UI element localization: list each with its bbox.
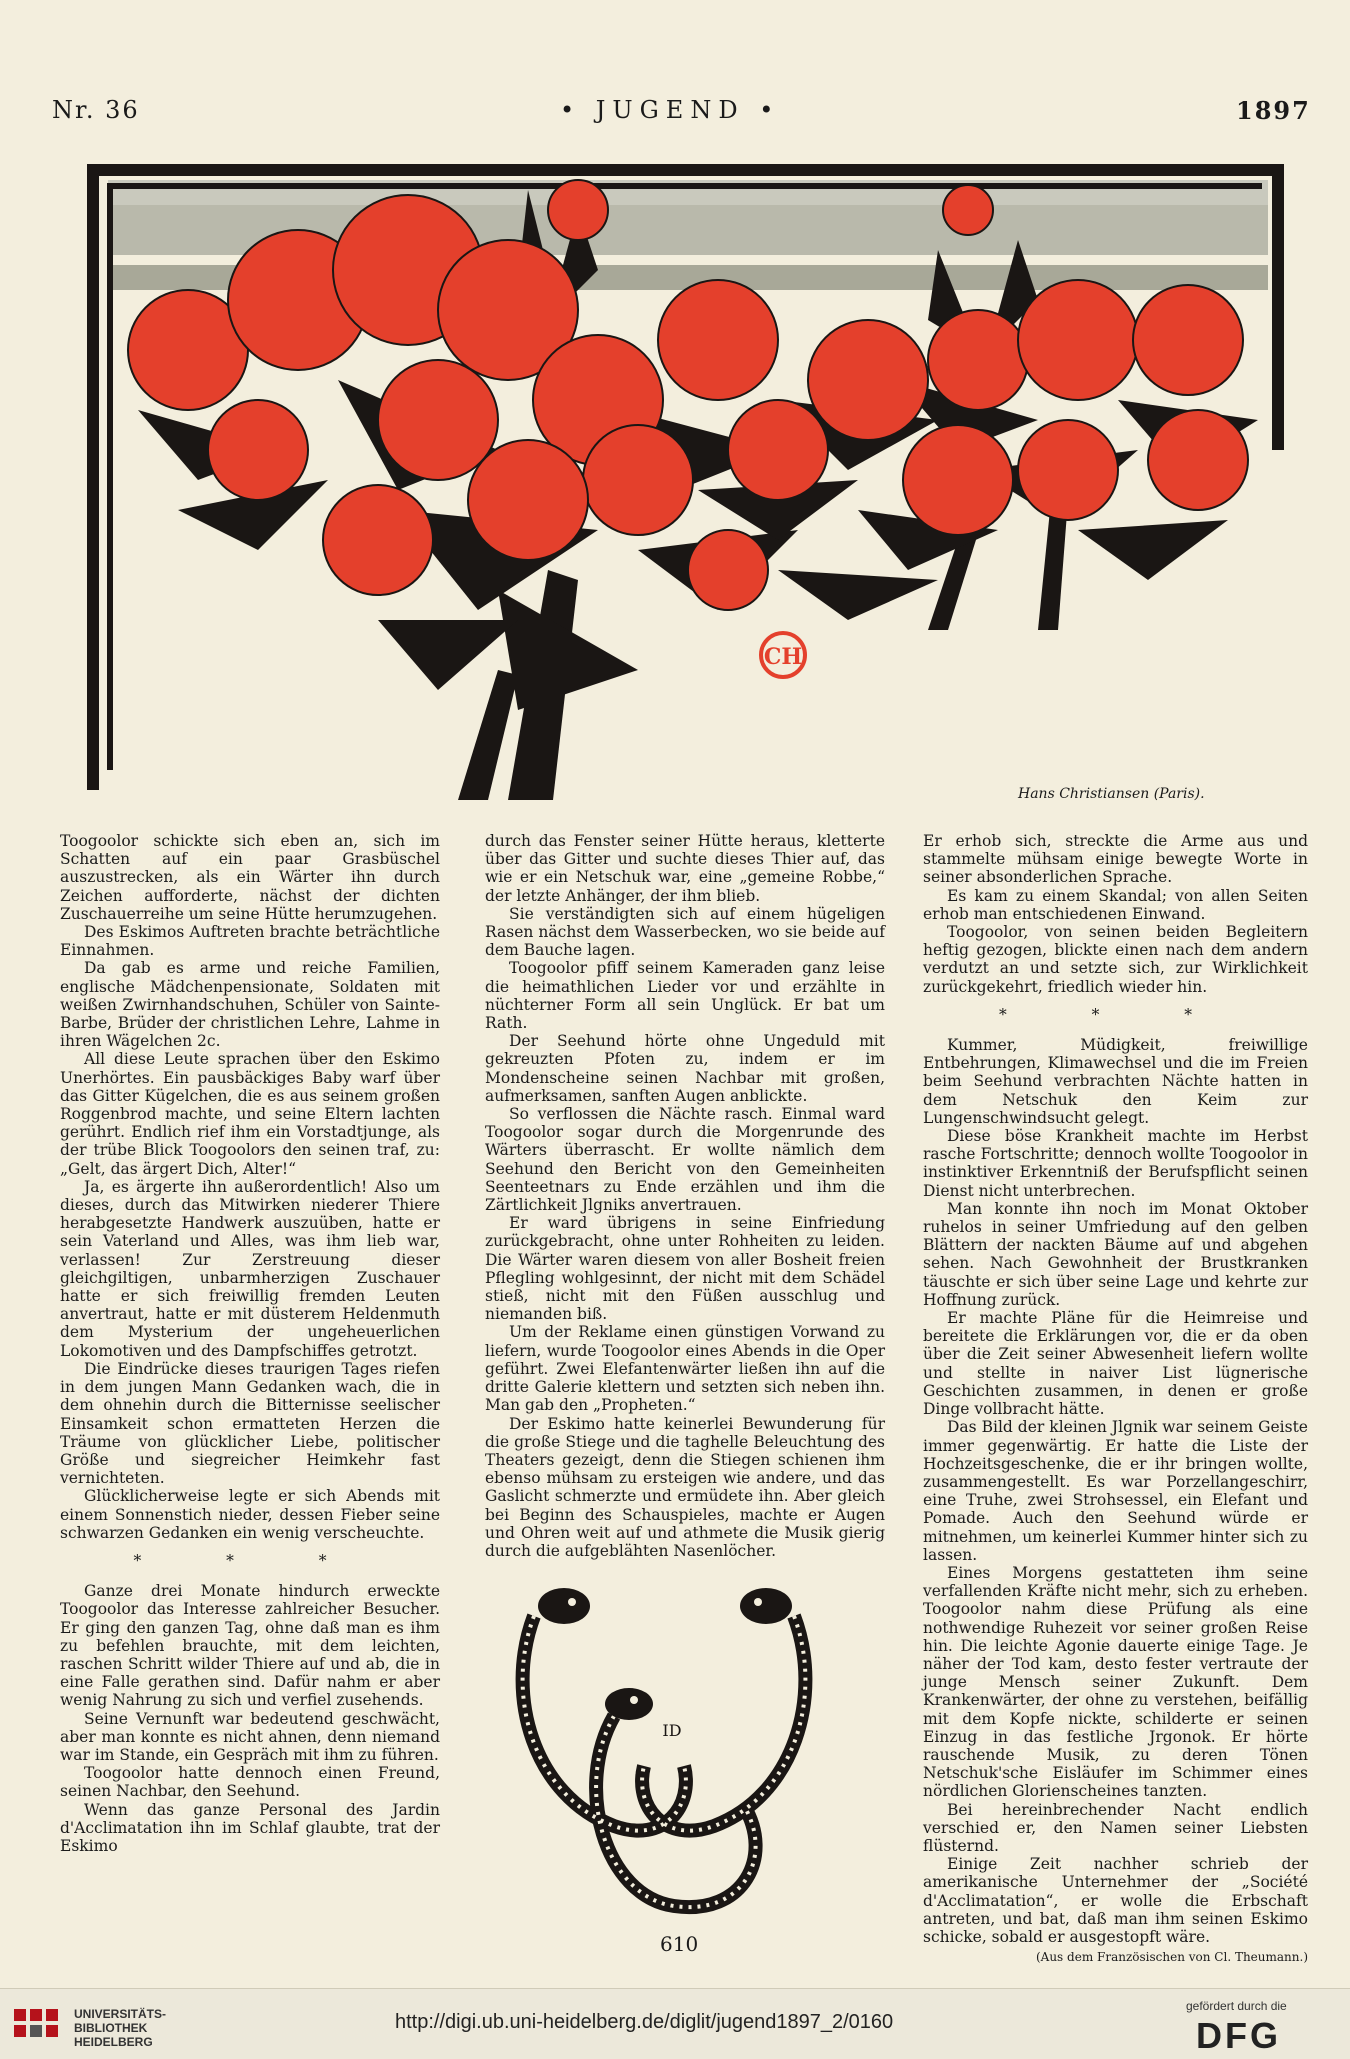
permalink-url[interactable]: http://digi.ub.uni-heidelberg.de/diglit/jugend1897_2/0160 [395,2011,894,2033]
text-column-3 [923,832,1308,1966]
paragraph: Die Eindrücke dieses traurigen Tages riefen in dem jungen Mann Gedanken wach, die in dem ohnehin durch die Bitternisse seelischer Einsamkeit schon ermatteten Herzen die Träume von glücklicher Liebe, politischer Größe und siegreicher Heimkehr fast vernichteten. [60,1359,440,1488]
section-divider: * * * [998,1005,1233,1024]
year: 1897 [1236,96,1311,125]
paragraph: Seine Vernunft war bedeutend geschwächt, aber man konnte es nicht ahnen, denn niemand war im Stande, ein Gespräch mit ihm zu führen. [60,1709,440,1764]
section-divider: * * * [133,1551,367,1570]
digitization-footer [0,1988,1350,2059]
paragraph: Kummer, Müdigkeit, freiwillige Entbehrungen, Klimawechsel und die im Freien beim Seehund verbrachten Nächte hatten in dem Netschuk den Keim zur Lungenschwindsucht gelegt. [923,1036,1308,1127]
paragraph: Des Eskimos Auftreten brachte beträchtliche Einnahmen. [60,923,440,960]
paragraph: Er machte Pläne für die Heimreise und bereitete die Erklärungen vor, die er da oben über die Zeit seiner Abwesenheit liefern wollte und stellte in naiver List lügnerische Geschichten zusammen, in denen er große Dinge vollbracht hätte. [923,1309,1308,1419]
dfg-logo: DFG [1196,2015,1281,2056]
fish-eyes [568,1598,762,1704]
paragraph: Er ward übrigens in seine Einfriedung zurückgebracht, ohne unter Rohheiten zu leiden. Die Wärter waren diesem von aller Bosheit freien Pflegling wohlgesinnt, der nicht mit dem Schädel stieß, nicht mit den Füßen ausschlug und niemanden biß. [485,1214,885,1324]
paragraph: So verflossen die Nächte rasch. Einmal ward Toogoolor sogar durch die Morgenrunde des Wärters überrascht. Er wollte nämlich dem Seehund den Bericht von den Gemeinheiten Seenteetnars zu Ende erzählen und ihm die Zärtlichkeit Jlgniks anvertrauen. [485,1105,885,1215]
page-number: 610 [660,1932,699,1956]
paragraph: Eines Morgens gestatteten ihm seine verfallenden Kräfte nicht mehr, sich zu erheben. Toogoolor nahm diese Prüfung als eine nothwendige Ruhezeit vor seiner großen Reise hin. Die leichte Agonie dauerte einige Tage. Je näher der Tod kam, desto fester vertraute der junge Mensch seiner Zukunft. Dem Krankenwärter, der ohne zu verstehen, beifällig mit dem Kopfe nickte, schilderte er seinen Einzug in das festliche Jrgonok. Er hörte rauschende Musik, zu deren Tönen Netschuk'sche Eisläufer im Schimmer eines nördlichen Glorienscheines tanzten. [923,1563,1308,1801]
paragraph: Das Bild der kleinen Jlgnik war seinem Geiste immer gegenwärtig. Er hatte die Liste der Hochzeitsgeschenke, die er ihr bringen wollte, zusammengestellt. Es war Porzellangeschirr, eine Truhe, zwei Strohsessel, ein Elefant und Pomade. Auch den Seehund würde er mitnehmen, um keinerlei Kummer hinter sich zu lassen. [923,1418,1308,1564]
paragraph: durch das Fenster seiner Hütte heraus, kletterte über das Gitter und suchte dieses Thier auf, das wie er ein Netschuk war, eine „gemeine Robbe,“ der letzte Anhänger, der ihm blieb. [485,832,885,905]
paragraph: Toogoolor schickte sich eben an, sich im Schatten auf ein paar Grasbüschel auszustrecken, als ein Wärter ihn durch Zeichen aufforderte, nächst der dichten Zuschauerreihe um seine Hütte herumzugehen. [60,832,440,923]
magazine-title: • JUGEND • [560,96,781,124]
rhododendron-illustration [78,150,1298,800]
trunk [458,670,518,800]
paragraph: Diese böse Krankheit machte im Herbst rasche Fortschritte; dennoch wollte Toogoolor in instinktiver Erkenntniß der Berufspflicht seinen Dienst nicht unterbrechen. [923,1127,1308,1200]
paragraph: Es kam zu einem Skandal; von allen Seiten erhob man entschiedenen Einwand. [923,886,1308,923]
university-name-line: HEIDELBERG [74,2035,153,2049]
ornament-label: ID [662,1721,682,1740]
paragraph: Der Seehund hörte ohne Ungeduld mit gekreuzten Pfoten zu, indem er im Mondenscheine seinen Nachbar mit großen, aufmerksamen, sanften Augen anblickte. [485,1032,885,1105]
paragraph: Wenn das ganze Personal des Jardin d'Acclimatation ihn im Schlaf glaubte, trat der Eskimo [60,1800,440,1855]
fish-bodies [523,1616,806,1907]
paragraph: Um der Reklame einen günstigen Vorwand zu liefern, wurde Toogoolor eines Abends in die Oper geführt. Zwei Elefantenwärter ließen ihn auf die dritte Galerie klettern und setzten sich neben ihn. Man gab den „Propheten.“ [485,1323,885,1415]
text-column-1 [60,832,440,1855]
paragraph: Bei hereinbrechender Nacht endlich verschied er, den Namen seiner Liebsten flüsternd. [923,1800,1308,1855]
issue-number: Nr. 36 [52,96,140,124]
text-column-2 [485,832,885,1560]
monogram-letters: CH [763,644,803,670]
fish-scales [523,1616,806,1907]
paragraph: Einige Zeit nachher schrieb der amerikanische Unternehmer der „Société d'Acclimatation“, er wolle die Erbschaft antreten, und bat, daß man ihm seinen Eskimo schicke, sobald er ausgestopft wäre. [923,1855,1308,1946]
fish-ornament [494,1576,834,1924]
artist-monogram [761,633,805,677]
paragraph: Ja, es ärgerte ihn außerordentlich! Also um dieses, durch das Mitwirken niederer Thiere herabgesetzte Handwerk auszuüben, hatte er sein Vaterland und Alles, was ihm lieb war, verlassen! Zur Zerstreuung dieser gleichgiltigen, unbarmherzigen Zuschauer hatte er sich freiwillig fremden Leuten anvertraut, hatte er mit düsterem Heldenmuth dem Mysterium der ungeheuerlichen Lokomotiven und des Dampfschiffes getrotzt. [60,1177,440,1360]
paragraph: Toogoolor, von seinen beiden Begleitern heftig gezogen, blickte einen nach dem andern verdutzt an und setzte sich, zur Wirklichkeit zurückgekehrt, friedlich wieder hin. [923,923,1308,996]
paragraph: Toogoolor hatte dennoch einen Freund, seinen Nachbar, den Seehund. [60,1764,440,1801]
paragraph: Der Eskimo hatte keinerlei Bewunderung für die große Stiege und die taghelle Beleuchtung des Theaters gezeigt, denn die Stiegen schienen ihm ebenso mühsam zu ersteigen wie andere, und das Gaslicht schmerzte und ermüdete ihn. Aber gleich bei Beginn des Schauspieles, machte er Augen und Ohren weit auf und athmete die Musik gierig durch die aufgeblähten Nasenlöcher. [485,1414,885,1560]
paragraph: Ganze drei Monate hindurch erweckte Toogoolor das Interesse zahlreicher Besucher. Er ging den ganzen Tag, ohne daß man es ihm zu befehlen brauchte, mit dem leichten, raschen Schritt wilder Thiere auf und ab, die in eine Falle gerathen sind. Dafür nahm er aber wenig Nahrung zu sich und verfiel zusehends. [60,1582,440,1710]
fish-heads [538,1588,792,1720]
university-name [74,2007,166,2049]
funded-by-label: gefördert durch die [1186,1999,1287,2013]
paragraph: Glücklicherweise legte er sich Abends mit einem Sonnenstich nieder, dessen Fieber seine schwarzen Gedanken ein wenig verscheuchte. [60,1487,440,1542]
paragraph: Da gab es arme und reiche Familien, englische Mädchenpensionate, Soldaten mit weißen Zwirnhandschuhen, Schüler von Sainte-Barbe, Brüder der christlichen Lehre, Lahme in ihren Wägelchen 2c. [60,959,440,1051]
paragraph: Sie verständigten sich auf einem hügeligen Rasen nächst dem Wasserbecken, wo sie beide auf dem Bauche lagen. [485,904,885,960]
paragraph: Toogoolor pfiff seinem Kameraden ganz leise die heimathlichen Lieder vor und erzählte in nüchterner Form all sein Unglück. Er bat um Rath. [485,959,885,1033]
university-logo-icon [12,2005,62,2049]
paragraph: All diese Leute sprachen über den Eskimo Unerhörtes. Ein pausbäckiges Baby warf über das Gitter Kügelchen, die es aus seinem großen Roggenbrod machte, und seine Eltern lachten gerührt. Endlich rief ihm ein Vorstadtjunge, als der trübe Blick Toogoolors den seinen traf, zu: „Gelt, das ärgert Dich, Alter!“ [60,1050,440,1178]
paragraph: Man konnte ihn noch im Monat Oktober ruhelos in seiner Umfriedung auf den gelben Blättern der nackten Bäume auf und abgehen sehen. Nach Gewohnheit der Brustkranken täuschte er sich über seine Lage und kehrte zur Hoffnung zurück. [923,1199,1308,1309]
university-name-line: UNIVERSITÄTS- [74,2007,167,2021]
translation-credit: (Aus dem Französischen von Cl. Theumann.) [1035,1950,1308,1965]
paragraph: Er erhob sich, streckte die Arme aus und stammelte mühsam einige bewegte Worte in seiner absonderlichen Sprache. [923,832,1308,887]
artist-credit: Hans Christiansen (Paris). [1018,786,1205,802]
university-name-line: BIBLIOTHEK [74,2021,148,2035]
